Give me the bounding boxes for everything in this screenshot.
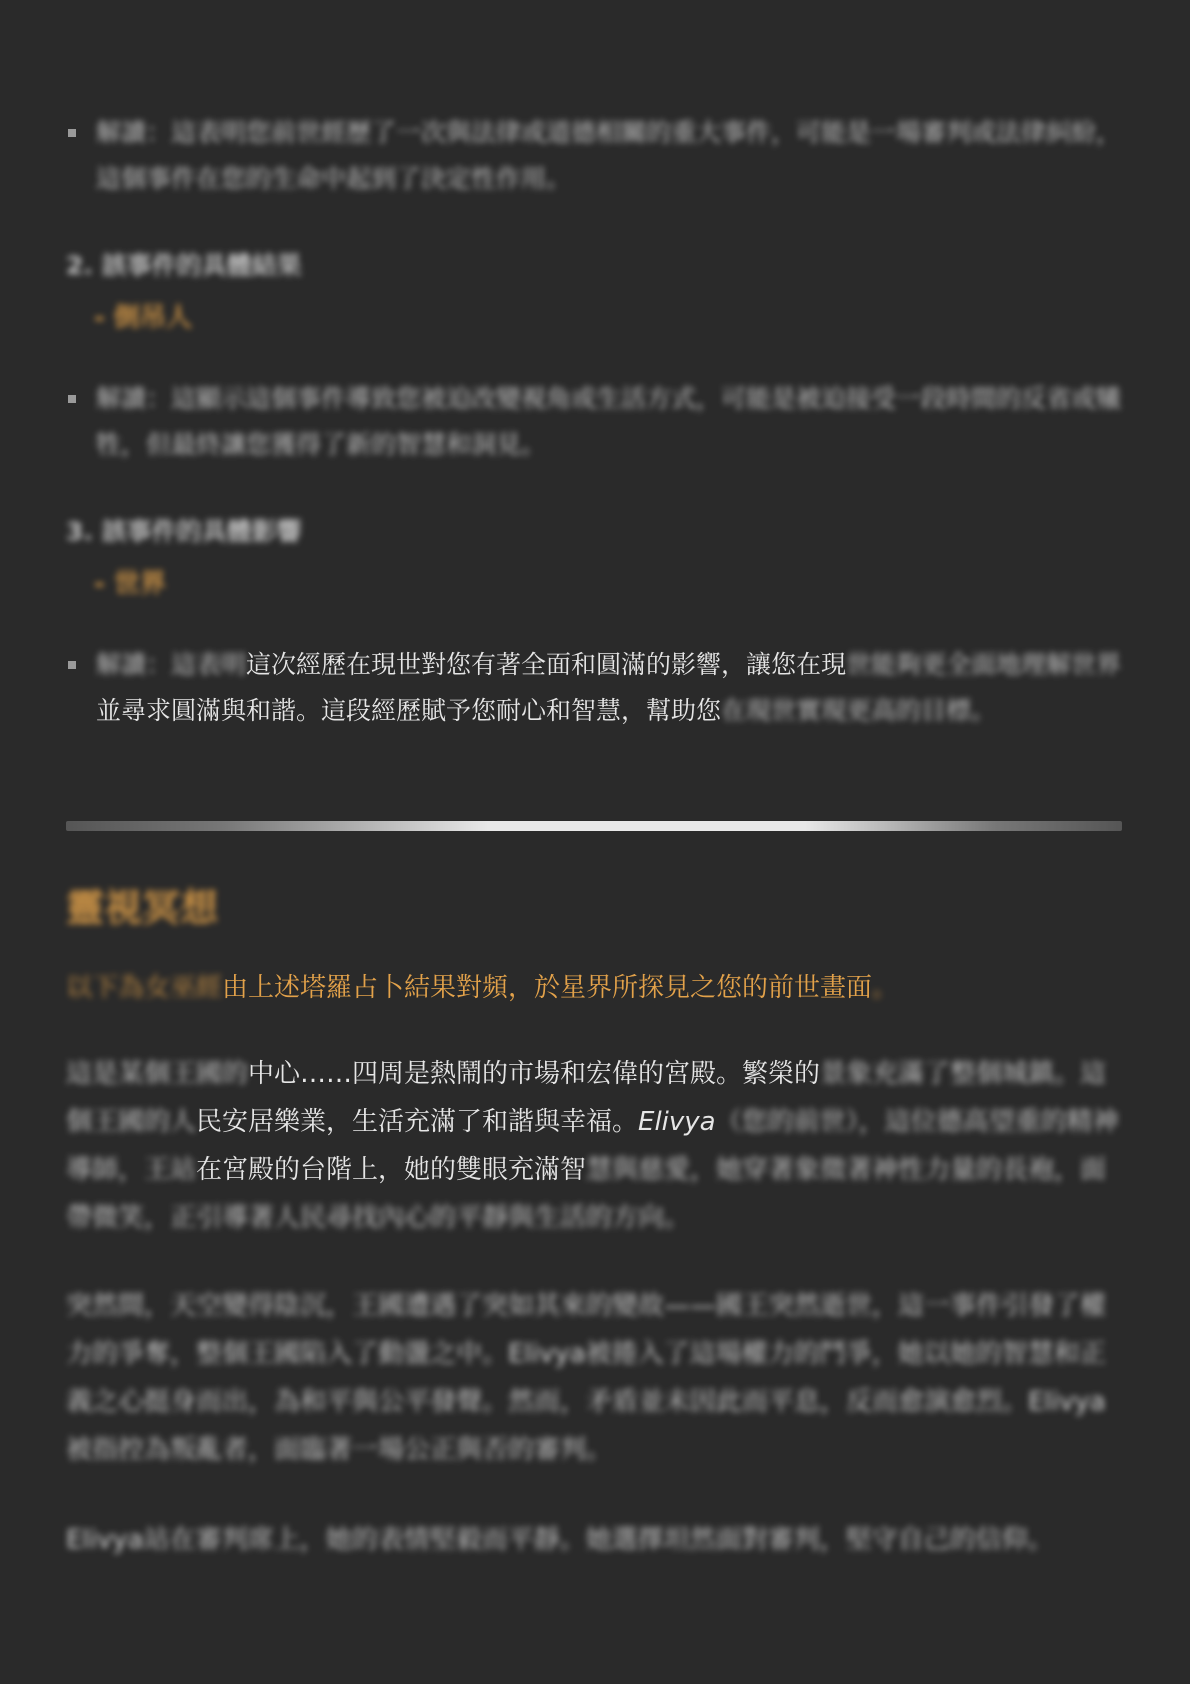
- list-item: [66, 376, 1122, 468]
- bullet-marker: [68, 129, 76, 137]
- question-heading: 3. 該事件的具體影響: [66, 517, 302, 546]
- interpretation-text: 解讀：這顯示這個事件導致您被迫改變視角或生活方式，可能是被迫接受一段時間的反省或犧牲，但最終讓您獲得了新的智慧和洞見。: [96, 384, 1122, 459]
- list-item: [66, 642, 1122, 734]
- story-paragraph: Elivya站在審判席上，她的表情堅毅而平靜。她選擇坦然面對審判，堅守自己的信仰。: [66, 1525, 1054, 1555]
- section-divider: [66, 821, 1122, 831]
- story-paragraph: 這是某個王國的中心……四周是熱鬧的市場和宏偉的宮殿。繁榮的景象充滿了整個城鎮。這個王國的人民安居樂業，生活充滿了和諧與幸福。Elivya（您的前世），這位德高望重的精神導師，王站在宮殿的台階上，她的雙眼充滿智慧與慈愛，她穿著象徵著神性力量的長袍，面帶微笑，正引導著人民尋找內心的平靜與生活的方向。: [66, 1059, 1119, 1233]
- tarot-card-answer: - 世界: [94, 569, 166, 599]
- interpretation-text: 解讀：這表明您前世經歷了一次與法律或道德相關的重大事件，可能是一場審判或法律糾紛，這個事件在您的生命中起到了決定性作用。: [96, 118, 1122, 193]
- question-heading: 2. 該事件的具體結果: [66, 251, 302, 280]
- interpretation-text: 解讀：這表明這次經歷在現世對您有著全面和圓滿的影響，讓您在現世能夠更全面地理解世界並尋求圓滿與和諧。這段經歷賦予您耐心和智慧，幫助您在現世實現更高的目標。: [96, 650, 1122, 725]
- story-paragraph: 突然間，天空變得陰沉，王國遭遇了突如其來的變故——國王突然逝世，這一事件引發了權力的爭奪，整個王國陷入了動盪之中。Elivya被捲入了這場權力的鬥爭，她以她的智慧和正義之心挺身而出，為和平與公平發聲。然而，矛盾並未因此而平息，反而愈演愈烈。Elivya被指控為叛亂者，面臨著一場公正與否的審判。: [66, 1291, 1107, 1465]
- list-item: [66, 110, 1122, 202]
- section-title: 靈視冥想: [66, 886, 219, 930]
- bullet-marker: [68, 395, 76, 403]
- section-intro: 以下為女巫經由上述塔羅占卜結果對頻，於星界所探見之您的前世畫面。: [66, 973, 899, 1003]
- tarot-card-answer: - 倒吊人: [94, 303, 192, 333]
- bullet-marker: [68, 661, 76, 669]
